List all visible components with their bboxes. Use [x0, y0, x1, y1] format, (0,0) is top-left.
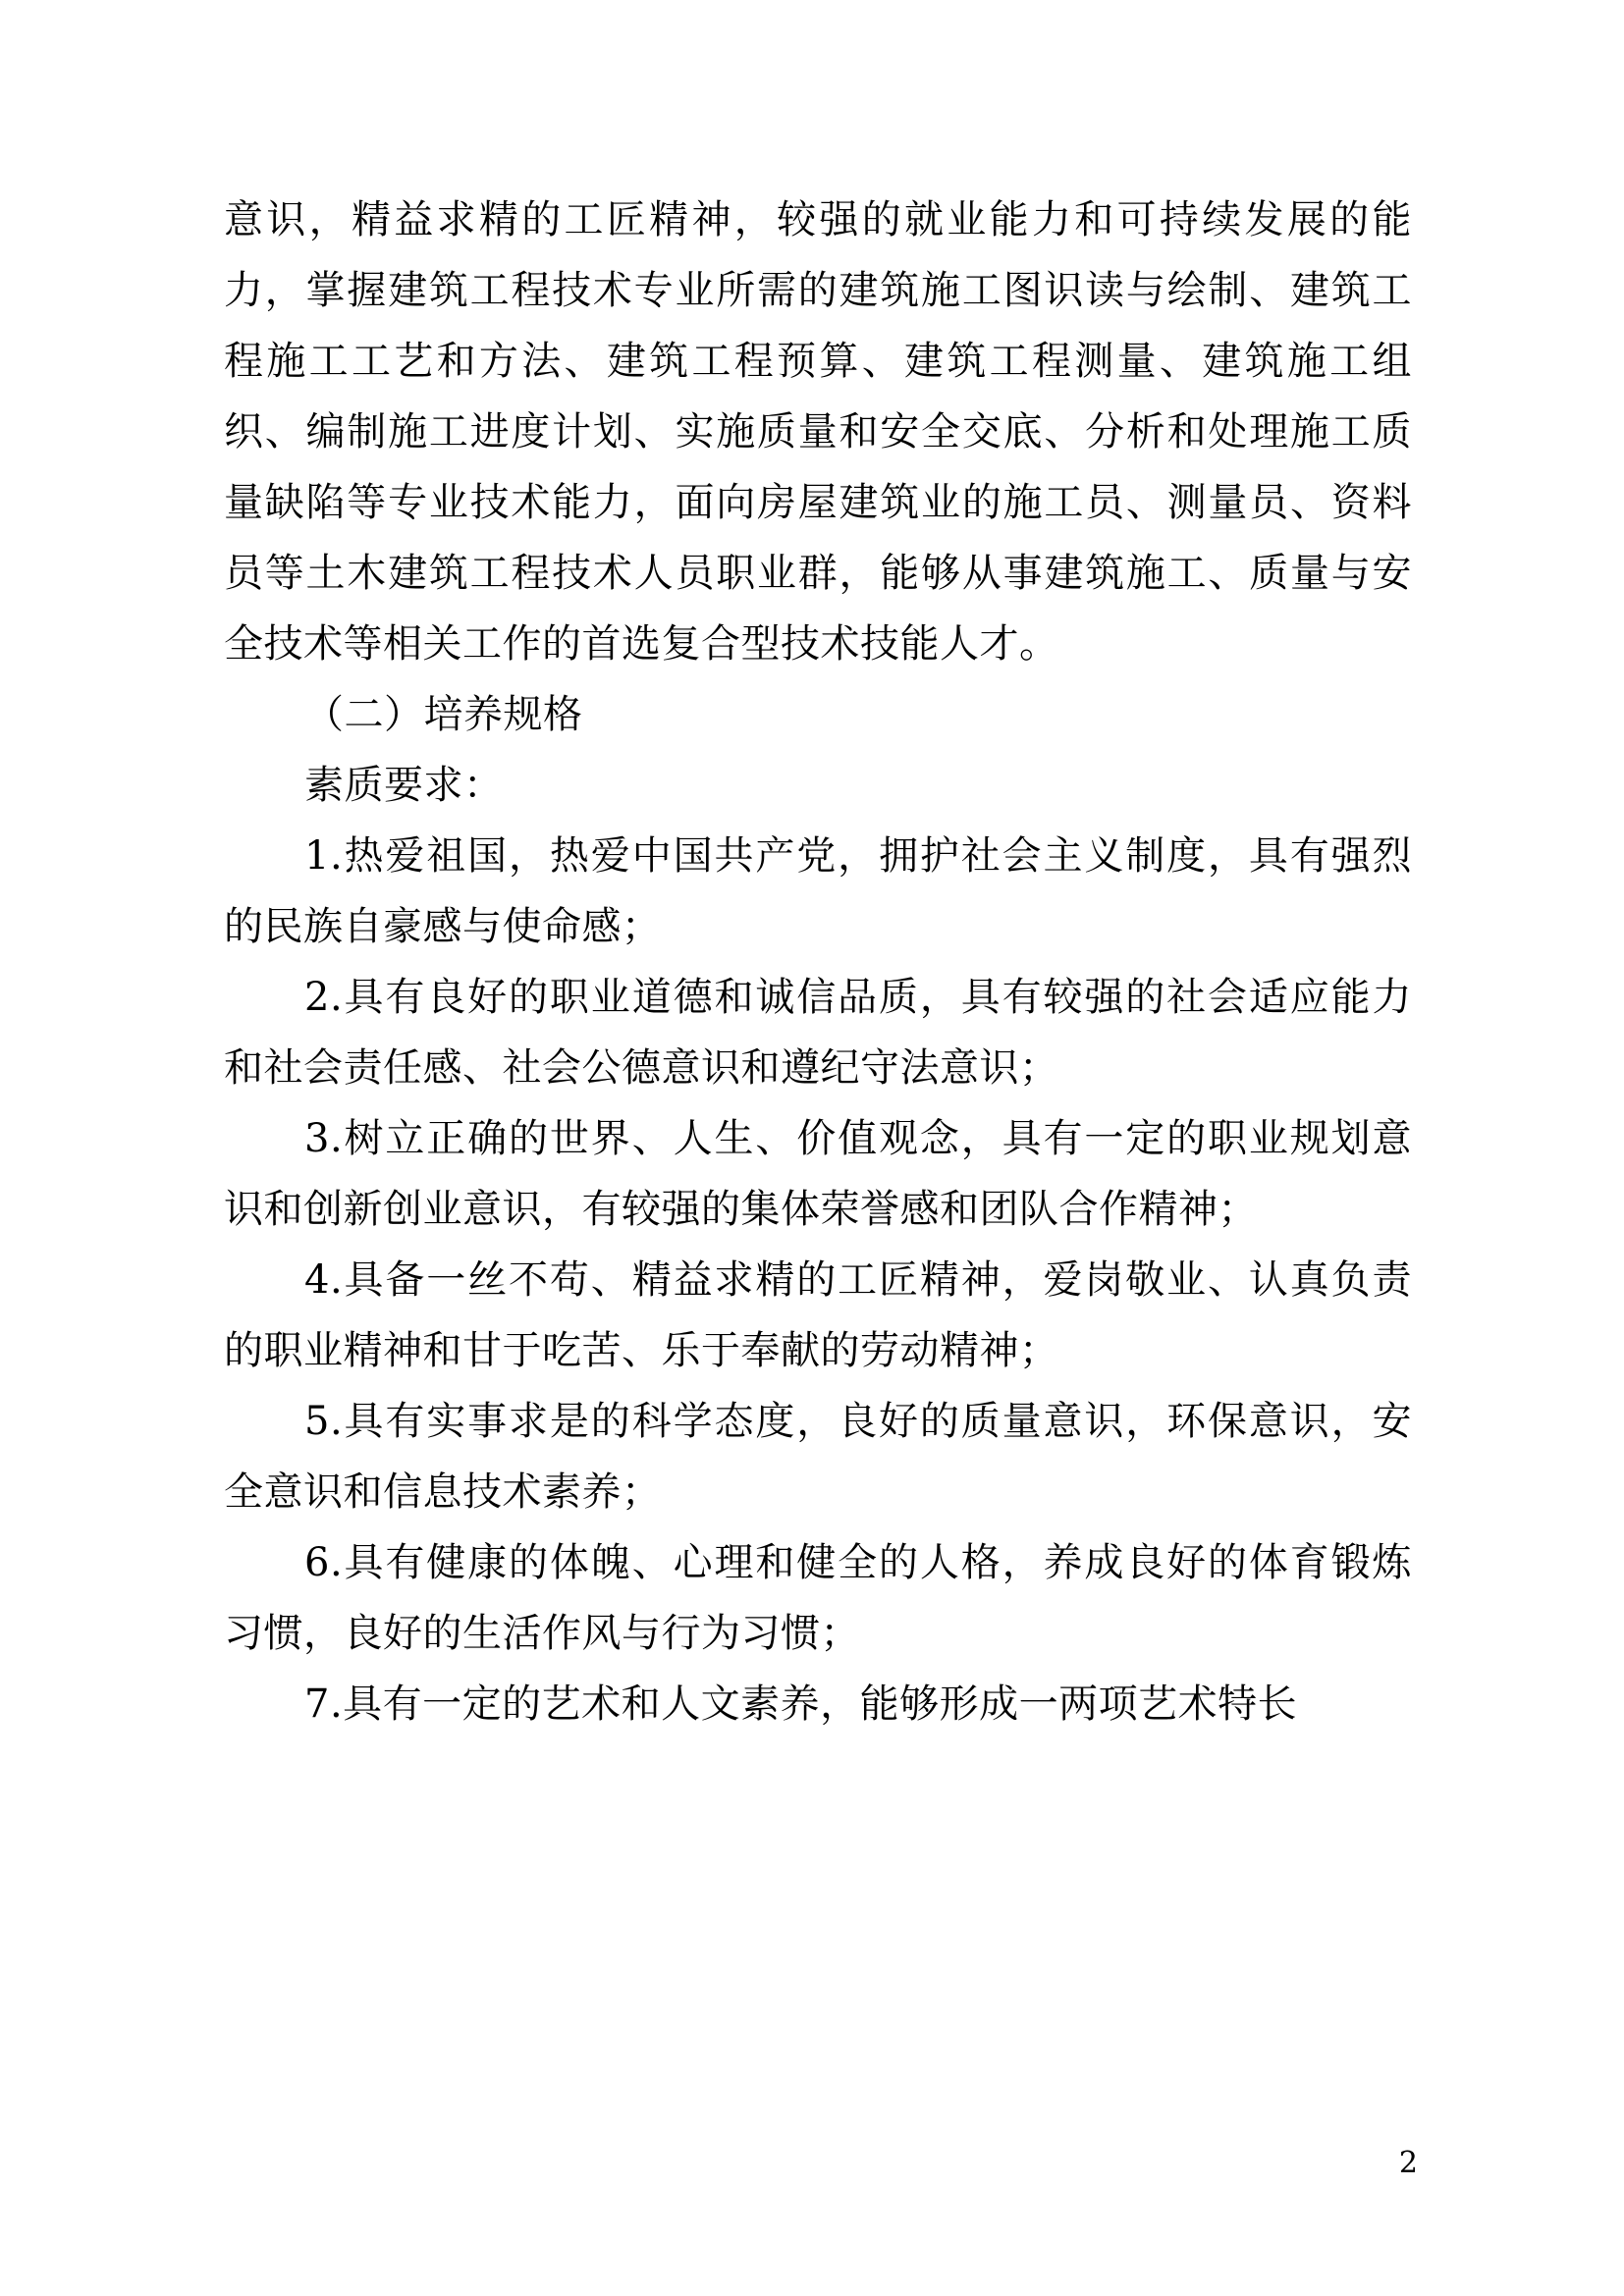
page-number: 2 [1398, 2146, 1418, 2180]
list-item-3: 3.树立正确的世界、人生、价值观念，具有一定的职业规划意识和创新创业意识，有较强的集体荣誉感和团队合作精神； [224, 1116, 1412, 1232]
subheading-quality-requirements: 素质要求： [304, 763, 504, 808]
section-heading-training-specification: （二）培养规格 [304, 692, 583, 737]
list-item-5: 5.具有实事求是的科学态度，良好的质量意识，环保意识，安全意识和信息技术素养； [224, 1399, 1412, 1515]
list-item-2: 2.具有良好的职业道德和诚信品质，具有较强的社会适应能力和社会责任感、社会公德意识和遵纪守法意识； [224, 975, 1412, 1091]
paragraph-training-objective-continued: 意识，精益求精的工匠精神，较强的就业能力和可持续发展的能力，掌握建筑工程技术专业所需的建筑施工图识读与绘制、建筑工程施工工艺和方法、建筑工程预算、建筑工程测量、建筑施工组织、编制施工进度计划、实施质量和安全交底、分析和处理施工质量缺陷等专业技术能力，面向房屋建筑业的施工员、测量员、资料员等土木建筑工程技术人员职业群，能够从事建筑施工、质量与安全技术等相关工作的首选复合型技术技能人才。 [224, 197, 1412, 667]
page-body [224, 185, 1412, 1739]
list-item-6: 6.具有健康的体魄、心理和健全的人格，养成良好的体育锻炼习惯，良好的生活作风与行为习惯； [224, 1540, 1412, 1656]
list-item-7: 7.具有一定的艺术和人文素养，能够形成一两项艺术特长 [304, 1682, 1298, 1727]
list-item-1: 1.热爱祖国，热爱中国共产党，拥护社会主义制度，具有强烈的民族自豪感与使命感； [224, 833, 1412, 949]
list-item-4: 4.具备一丝不苟、精益求精的工匠精神，爱岗敬业、认真负责的职业精神和甘于吃苦、乐于奉献的劳动精神； [224, 1257, 1412, 1373]
